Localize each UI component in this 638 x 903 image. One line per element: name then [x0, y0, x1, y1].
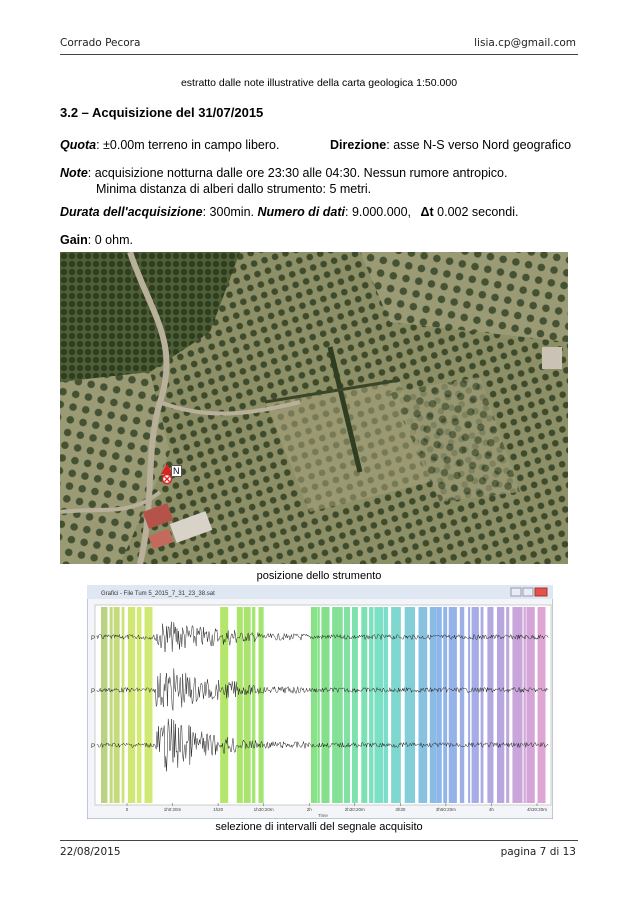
dt-symbol: Δt: [420, 205, 434, 219]
selection-band[interactable]: [391, 607, 401, 803]
direzione-value: : asse N-S verso Nord geografico: [386, 138, 572, 152]
selection-band[interactable]: [137, 607, 142, 803]
selection-band[interactable]: [506, 607, 509, 803]
durata-label: Durata dell'acquisizione: [60, 205, 203, 219]
selection-band[interactable]: [374, 607, 383, 803]
time-tick-label: 4h30:20m: [526, 807, 548, 812]
selection-band[interactable]: [101, 607, 107, 803]
footer-page: pagina 7 di 13: [500, 846, 576, 858]
time-tick-label: 4h: [488, 807, 494, 812]
quota-value: : ±0.00m terreno in campo libero.: [96, 138, 280, 152]
header-email: lisia.cp@gmail.com: [474, 37, 576, 49]
window-max-button[interactable]: [523, 588, 533, 596]
dati-label: Numero di dati: [257, 205, 345, 219]
window-close-button[interactable]: [535, 588, 547, 596]
durata-value: : 300min.: [202, 205, 258, 219]
photo-caption: posizione dello strumento: [256, 570, 382, 582]
gain-value: : 0 ohm.: [87, 233, 133, 247]
selection-band[interactable]: [449, 607, 457, 803]
header-rule: [60, 54, 578, 55]
gain-line: [60, 233, 133, 247]
selection-band[interactable]: [481, 607, 484, 803]
footer-rule: [60, 840, 578, 841]
window-min-button[interactable]: [511, 588, 521, 596]
time-tick-label: 1h0:20m: [163, 807, 182, 812]
note-label: Note: [60, 166, 88, 180]
aerial-photo: [60, 252, 568, 564]
note-value: : acquisizione notturna dalle ore 23:30 alle 04:30. Nessun rumore antropico.: [87, 166, 508, 180]
selection-band[interactable]: [311, 607, 317, 803]
quota-label: Quota: [60, 138, 97, 152]
time-tick-label: 3h30: [395, 807, 406, 812]
time-tick-label: 1h30:20m: [253, 807, 274, 812]
north-label: N: [173, 466, 180, 476]
dati-value: : 9.000.000,: [345, 205, 415, 219]
seismograph-caption: selezione di intervalli del segnale acquisito: [215, 821, 423, 833]
header-author: Corrado Pecora: [60, 37, 141, 49]
dt-value: 0.002 secondi.: [433, 205, 519, 219]
time-axis-label: Time: [318, 813, 328, 818]
time-tick-label: 2h: [306, 807, 312, 812]
note-line-2: Minima distanza di alberi dallo strumento: 5 metri.: [96, 182, 372, 196]
durata-line: [60, 205, 518, 219]
direzione-label: Direzione: [330, 138, 387, 152]
selection-band[interactable]: [110, 607, 113, 803]
seismograph-svg: [87, 585, 553, 819]
note-line: [60, 166, 507, 180]
seismograph-window: [87, 585, 553, 819]
time-tick-label: 1h20: [213, 807, 224, 812]
time-tick-label: 3h50:20m: [435, 807, 456, 812]
quota-line: [60, 138, 279, 152]
direzione-line: [330, 138, 571, 152]
channel-label-3: P: [91, 744, 96, 750]
section-title: 3.2 – Acquisizione del 31/07/2015: [60, 105, 264, 120]
selection-band[interactable]: [443, 607, 447, 803]
channel-label-1: P: [91, 636, 96, 642]
selection-band[interactable]: [122, 607, 125, 803]
footer-date: 22/08/2015: [60, 846, 121, 858]
time-tick-label: 0: [125, 807, 129, 812]
gain-label: Gain: [60, 233, 88, 247]
channel-label-2: P: [91, 689, 96, 695]
selection-band[interactable]: [258, 607, 263, 803]
window-title: Grafici - File Tum 5_2015_7_31_23_38.sat: [101, 591, 215, 597]
time-tick-label: 2h30:20m: [344, 807, 365, 812]
aerial-photo-svg: [60, 252, 568, 564]
subtitle: estratto dalle note illustrative della carta geologica 1:50.000: [180, 77, 458, 89]
